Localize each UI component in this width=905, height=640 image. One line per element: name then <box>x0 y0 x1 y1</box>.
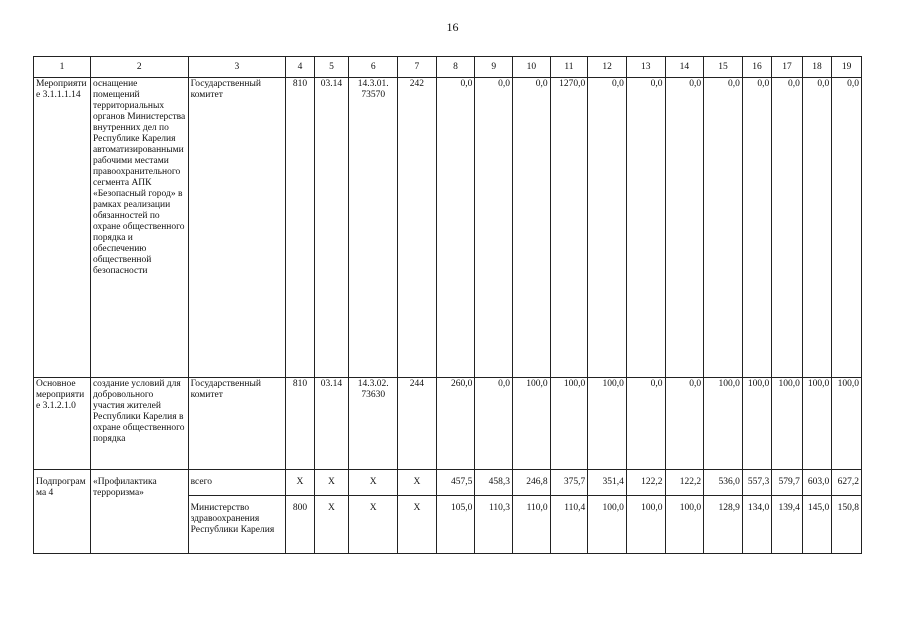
budget-table <box>33 56 862 554</box>
value-cell: 122,2 <box>626 470 665 496</box>
value-cell: 0,0 <box>626 378 665 470</box>
section-code: 03.14 <box>314 378 349 470</box>
value-cell: 150,8 <box>832 496 862 554</box>
table-row <box>34 78 862 378</box>
value-cell: 100,0 <box>665 496 704 554</box>
expense-type-code: 244 <box>398 378 437 470</box>
expense-type-code: 242 <box>398 78 437 378</box>
page-number: 16 <box>446 20 459 34</box>
responsible-executor: Министерство здравоохранения Республики Карелия <box>188 496 286 554</box>
value-cell: 100,0 <box>626 496 665 554</box>
responsible-executor: Государственный комитет <box>188 378 286 470</box>
value-cell: 246,8 <box>513 470 551 496</box>
subprogram-code: Подпрограмма 4 <box>34 470 91 554</box>
grbs-code: 810 <box>286 378 314 470</box>
responsible-executor: всего <box>188 470 286 496</box>
value-cell: 110,0 <box>513 496 551 554</box>
table-row <box>34 378 862 470</box>
column-header-16: 16 <box>742 57 771 78</box>
responsible-executor: Государственный комитет <box>188 78 286 378</box>
value-cell: 134,0 <box>742 496 771 554</box>
value-cell: 105,0 <box>436 496 475 554</box>
value-cell: 100,0 <box>772 378 803 470</box>
column-header-19: 19 <box>832 57 862 78</box>
value-cell: 375,7 <box>550 470 588 496</box>
column-header-17: 17 <box>772 57 803 78</box>
grbs-code: 810 <box>286 78 314 378</box>
expense-type-code: X <box>398 470 437 496</box>
value-cell: 0,0 <box>832 78 862 378</box>
value-cell: 0,0 <box>802 78 831 378</box>
column-header-13: 13 <box>626 57 665 78</box>
section-code: X <box>314 496 349 554</box>
value-cell: 0,0 <box>742 78 771 378</box>
value-cell: 536,0 <box>704 470 743 496</box>
value-cell: 0,0 <box>475 378 513 470</box>
column-header-7: 7 <box>398 57 437 78</box>
value-cell: 0,0 <box>665 378 704 470</box>
subprogram-title: «Профилактика терроризма» <box>90 470 188 554</box>
value-cell: 0,0 <box>665 78 704 378</box>
column-header-14: 14 <box>665 57 704 78</box>
value-cell: 0,0 <box>626 78 665 378</box>
target-article-code: X <box>349 496 398 554</box>
activity-description: создание условий для добровольного участия жителей Республики Карелия в охране общественного порядка <box>90 378 188 470</box>
value-cell: 0,0 <box>475 78 513 378</box>
column-header-6: 6 <box>349 57 398 78</box>
column-header-18: 18 <box>802 57 831 78</box>
value-cell: 145,0 <box>802 496 831 554</box>
column-header-10: 10 <box>513 57 551 78</box>
grbs-code: 800 <box>286 496 314 554</box>
value-cell: 100,0 <box>588 496 627 554</box>
value-cell: 0,0 <box>513 78 551 378</box>
value-cell: 100,0 <box>588 378 627 470</box>
value-cell: 100,0 <box>704 378 743 470</box>
column-header-8: 8 <box>436 57 475 78</box>
value-cell: 0,0 <box>704 78 743 378</box>
section-code: 03.14 <box>314 78 349 378</box>
header-row <box>34 57 862 78</box>
value-cell: 579,7 <box>772 470 803 496</box>
column-header-4: 4 <box>286 57 314 78</box>
value-cell: 457,5 <box>436 470 475 496</box>
activity-description: оснащение помещений территориальных органов Министерства внутренних дел по Республике Карелия автоматизированными рабочими местами правоохранительного сегмента АПК «Безопасный город» в рамках реализации обязанностей по охране общественного порядка и обеспечению общественной безопасности <box>90 78 188 378</box>
value-cell: 100,0 <box>742 378 771 470</box>
column-header-15: 15 <box>704 57 743 78</box>
column-header-2: 2 <box>90 57 188 78</box>
value-cell: 260,0 <box>436 378 475 470</box>
value-cell: 1270,0 <box>550 78 588 378</box>
value-cell: 0,0 <box>772 78 803 378</box>
value-cell: 139,4 <box>772 496 803 554</box>
column-header-3: 3 <box>188 57 286 78</box>
section-code: X <box>314 470 349 496</box>
column-header-5: 5 <box>314 57 349 78</box>
value-cell: 0,0 <box>588 78 627 378</box>
column-header-11: 11 <box>550 57 588 78</box>
value-cell: 0,0 <box>436 78 475 378</box>
value-cell: 557,3 <box>742 470 771 496</box>
expense-type-code: X <box>398 496 437 554</box>
value-cell: 351,4 <box>588 470 627 496</box>
grbs-code: X <box>286 470 314 496</box>
value-cell: 110,4 <box>550 496 588 554</box>
value-cell: 627,2 <box>832 470 862 496</box>
activity-code: Мероприятие 3.1.1.1.14 <box>34 78 91 378</box>
column-header-9: 9 <box>475 57 513 78</box>
value-cell: 100,0 <box>513 378 551 470</box>
target-article-code: X <box>349 470 398 496</box>
column-header-1: 1 <box>34 57 91 78</box>
column-header-12: 12 <box>588 57 627 78</box>
target-article-code: 14.3.02. 73630 <box>349 378 398 470</box>
target-article-code: 14.3.01. 73570 <box>349 78 398 378</box>
value-cell: 100,0 <box>802 378 831 470</box>
value-cell: 603,0 <box>802 470 831 496</box>
value-cell: 122,2 <box>665 470 704 496</box>
value-cell: 458,3 <box>475 470 513 496</box>
value-cell: 100,0 <box>832 378 862 470</box>
value-cell: 128,9 <box>704 496 743 554</box>
activity-code: Основное мероприятие 3.1.2.1.0 <box>34 378 91 470</box>
table-row <box>34 470 862 496</box>
value-cell: 100,0 <box>550 378 588 470</box>
value-cell: 110,3 <box>475 496 513 554</box>
